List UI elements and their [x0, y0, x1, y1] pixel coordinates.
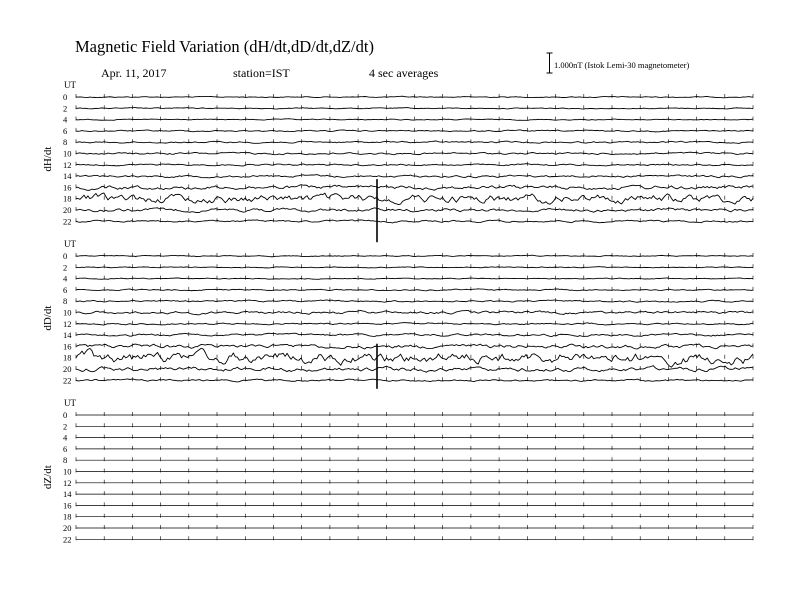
row-ticks [76, 457, 753, 461]
row-hour-label: 2 [63, 262, 68, 273]
panel-ylabel: dH/dt [42, 146, 54, 172]
row-ticks [76, 412, 753, 416]
row-hour-label: 20 [63, 205, 72, 215]
scale-label: 1.000nT (Istok Lemi-30 magnetometer) [554, 60, 690, 70]
row-hour-label: 10 [63, 466, 72, 477]
ut-label: UT [64, 80, 76, 90]
row-hour-label: 20 [63, 523, 72, 533]
row-ticks [76, 491, 753, 495]
row-hour-label: 14 [63, 171, 72, 182]
ut-label: UT [64, 239, 76, 249]
row-hour-label: 20 [63, 364, 72, 374]
row-hour-label: 6 [63, 443, 68, 454]
row-hour-label: 4 [63, 114, 68, 125]
ut-label: UT [64, 398, 76, 408]
row-hour-label: 10 [63, 307, 72, 318]
row-hour-label: 0 [63, 251, 68, 261]
row-ticks [76, 469, 753, 473]
row-ticks [76, 514, 753, 518]
chart-title: Magnetic Field Variation (dH/dt,dD/dt,dZ/dt) [75, 37, 374, 56]
row-hour-label: 16 [63, 500, 72, 511]
row-hour-label: 8 [63, 137, 68, 148]
row-ticks [76, 355, 753, 359]
row-hour-label: 14 [63, 489, 72, 500]
row-hour-label: 0 [63, 92, 68, 102]
row-hour-label: 8 [63, 455, 68, 466]
row-hour-label: 12 [63, 477, 72, 488]
row-ticks [76, 446, 753, 450]
row-hour-label: 14 [63, 330, 72, 341]
row-ticks [76, 525, 753, 529]
row-hour-label: 6 [63, 125, 68, 136]
row-hour-label: 6 [63, 284, 68, 295]
row-hour-label: 16 [63, 341, 72, 352]
row-hour-label: 18 [63, 511, 72, 522]
row-hour-label: 10 [63, 148, 72, 159]
row-hour-label: 4 [63, 273, 68, 284]
station-label: station=IST [233, 66, 290, 80]
row-ticks [76, 435, 753, 439]
row-hour-label: 0 [63, 410, 68, 420]
row-hour-label: 18 [63, 193, 72, 204]
row-hour-label: 12 [63, 318, 72, 329]
date-label: Apr. 11, 2017 [101, 66, 167, 80]
row-hour-label: 22 [63, 375, 72, 386]
row-ticks [76, 423, 753, 427]
row-ticks [76, 502, 753, 506]
row-hour-label: 18 [63, 352, 72, 363]
panel-ylabel: dD/dt [42, 305, 54, 331]
row-hour-label: 16 [63, 182, 72, 193]
row-hour-label: 8 [63, 296, 68, 307]
row-hour-label: 2 [63, 421, 68, 432]
row-hour-label: 4 [63, 432, 68, 443]
row-hour-label: 22 [63, 534, 72, 545]
panel-ylabel: dZ/dt [42, 465, 54, 490]
row-hour-label: 22 [63, 216, 72, 227]
row-ticks [76, 536, 753, 540]
averaging-label: 4 sec averages [369, 66, 439, 80]
row-ticks [76, 480, 753, 484]
row-hour-label: 12 [63, 159, 72, 170]
row-hour-label: 2 [63, 103, 68, 114]
